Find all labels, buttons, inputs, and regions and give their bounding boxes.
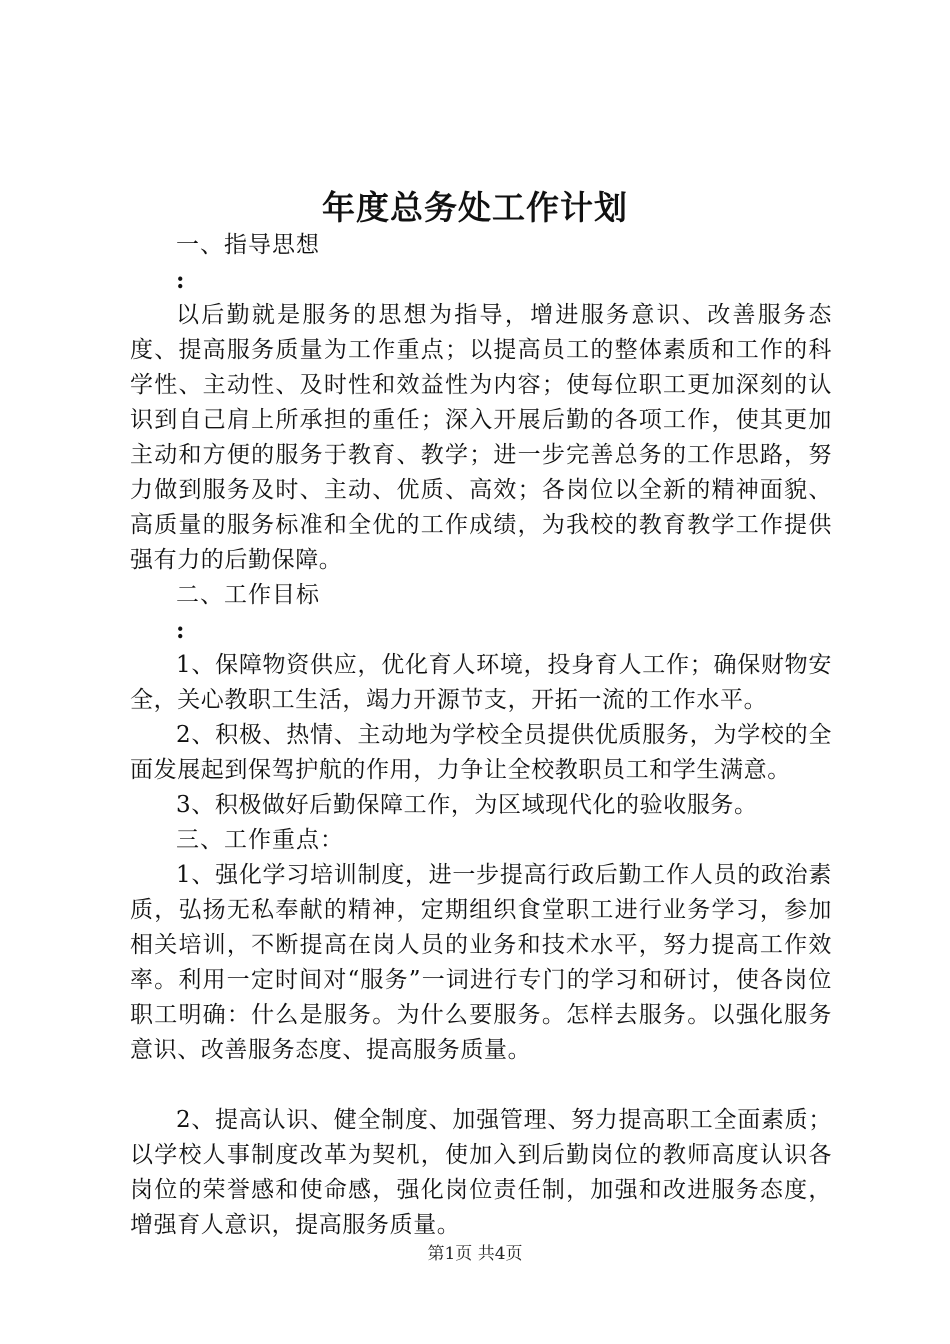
document-title: 年度总务处工作计划 <box>322 188 628 227</box>
paragraph-gap <box>130 1068 832 1103</box>
paragraph-goal-3: 3、积极做好后勤保障工作，为区域现代化的验收服务。 <box>176 792 758 818</box>
section-colon: : <box>176 617 185 644</box>
paragraph-guiding-ideology: 以后勤就是服务的思想为指导，增进服务意识、改善服务态度、提高服务质量为工作重点；以提高员工的整体素质和工作的科学性、主动性、及时性和效益性为内容；使每位职工更加深刻的认识到自己肩上所承担的重任；深入开展后勤的各项工作，使其更加主动和方便的服务于教育、教学；进一步完善总务的工作思路，努力做到服务及时、主动、优质、高效；各岗位以全新的精神面貌、高质量的服务标准和全优的工作成绩，为我校的教育教学工作提供强有力的后勤保障。 <box>130 302 832 573</box>
page-footer: 第1页 共4页 <box>427 1244 523 1264</box>
paragraph-goal-2: 2、积极、热情、主动地为学校全员提供优质服务，为学校的全面发展起到保驾护航的作用，力争让全校教职员工和学生满意。 <box>130 722 832 783</box>
paragraph-goal-1: 1、保障物资供应，优化育人环境，投身育人工作；确保财物安全，关心教职工生活，竭力开源节支，开拓一流的工作水平。 <box>130 652 832 713</box>
section-colon: : <box>176 267 185 294</box>
section-heading-guiding-ideology: 一、指导思想 <box>176 232 320 258</box>
paragraph-focus-1: 1、强化学习培训制度，进一步提高行政后勤工作人员的政治素质，弘扬无私奉献的精神，定期组织食堂职工进行业务学习，参加相关培训，不断提高在岗人员的业务和技术水平，努力提高工作效率。利用一定时间对“服务”一词进行专门的学习和研讨，使各岗位职工明确：什么是服务。为什么要服务。怎样去服务。以强化服务意识、改善服务态度、提高服务质量。 <box>130 862 832 1063</box>
paragraph-focus-2: 2、提高认识、健全制度、加强管理、努力提高职工全面素质；以学校人事制度改革为契机，使加入到后勤岗位的教师高度认识各岗位的荣誉感和使命感，强化岗位责任制，加强和改进服务态度，增强育人意识，提高服务质量。 <box>130 1107 832 1238</box>
document-body <box>130 228 832 1243</box>
section-heading-work-goals: 二、工作目标 <box>176 582 320 608</box>
section-heading-work-focus: 三、工作重点： <box>176 827 344 853</box>
